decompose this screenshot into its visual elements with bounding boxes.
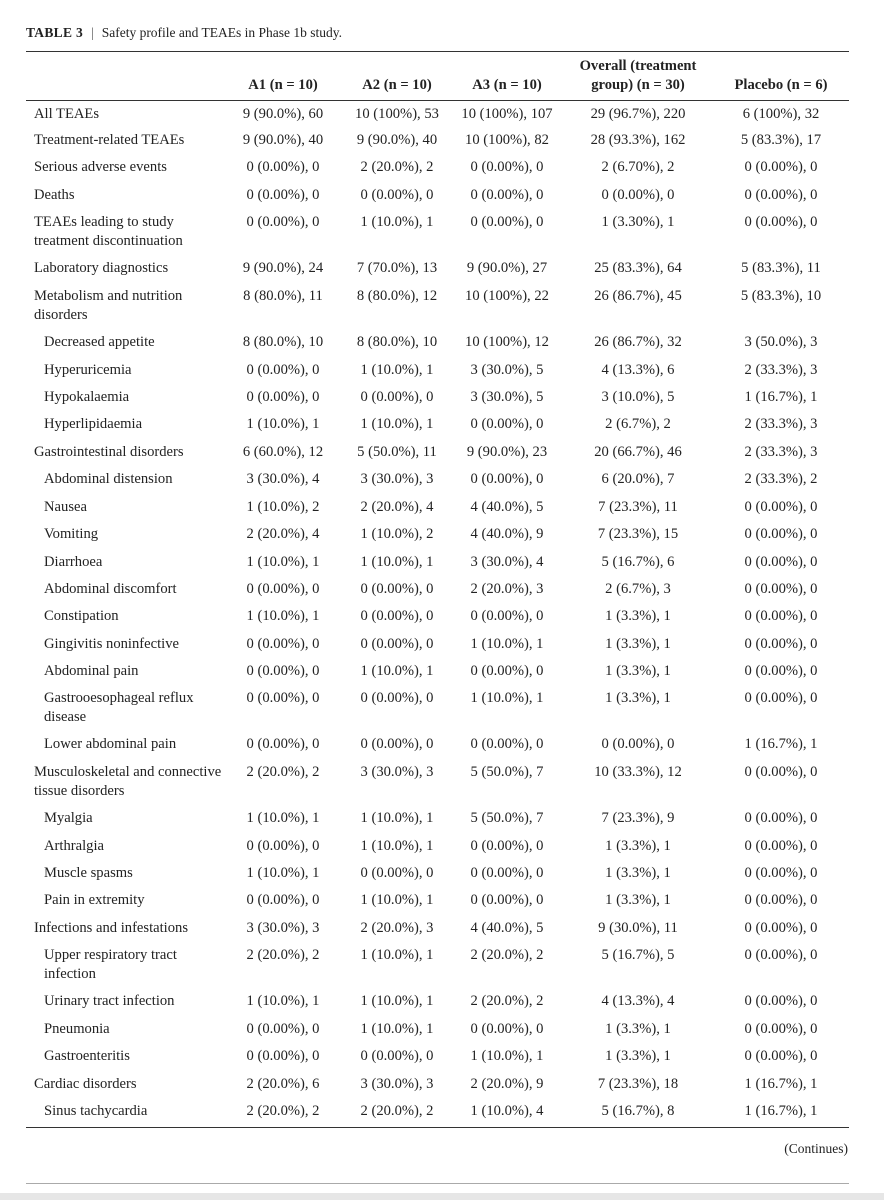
table-cell: 4 (40.0%), 5 [470, 920, 544, 936]
table-cell: 1 (10.0%), 2 [246, 499, 320, 515]
table-cell: 3 (30.0%), 5 [470, 362, 544, 378]
table-cell: 29 (96.7%), 220 [590, 105, 686, 122]
table-cell: 0 (0.00%), 0 [470, 663, 544, 679]
table-cell: 0 (0.00%), 0 [744, 608, 818, 624]
table-cell: 0 (0.00%), 0 [744, 636, 818, 652]
table-cell: 4 (40.0%), 9 [470, 526, 544, 542]
table-cell: 2 (20.0%), 3 [470, 581, 544, 597]
table-cell: 0 (0.00%), 0 [744, 1048, 818, 1064]
table-row [26, 100, 849, 127]
table-cell: 0 (0.00%), 0 [360, 608, 434, 624]
row-label: Gastroenteritis [44, 1048, 130, 1064]
table-cell: 1 (10.0%), 1 [360, 663, 434, 679]
table-cell: 0 (0.00%), 0 [246, 187, 320, 203]
top-rule [26, 51, 849, 52]
table-row [26, 466, 849, 494]
table-cell: 2 (20.0%), 6 [246, 1076, 320, 1092]
table-cell: 1 (16.7%), 1 [744, 1076, 818, 1092]
table-cell: 0 (0.00%), 0 [470, 471, 544, 487]
table-cell: 1 (10.0%), 1 [470, 690, 544, 706]
table-cell: 8 (80.0%), 12 [356, 288, 438, 304]
table-cell: 0 (0.00%), 0 [744, 526, 818, 542]
table-cell: 9 (90.0%), 24 [242, 260, 324, 276]
table-cell: 20 (66.7%), 46 [594, 444, 682, 460]
table-cell: 5 (83.3%), 17 [740, 132, 822, 148]
table-cell: 0 (0.00%), 0 [246, 663, 320, 679]
table-cell: 0 (0.00%), 0 [470, 214, 544, 230]
table-cell: 1 (3.3%), 1 [605, 838, 671, 854]
table-row [26, 1098, 849, 1125]
table-cell: 26 (86.7%), 45 [594, 288, 682, 304]
table-cell: 2 (20.0%), 2 [360, 1103, 434, 1119]
table-cell: 0 (0.00%), 0 [360, 187, 434, 203]
row-label: Hyperlipidaemia [44, 416, 143, 432]
caption-text: Safety profile and TEAEs in Phase 1b study. [101, 25, 343, 40]
table-row [26, 860, 849, 887]
table-row [26, 915, 849, 942]
table-cell: 0 (0.00%), 0 [744, 690, 818, 706]
table-cell: 1 (10.0%), 1 [360, 892, 434, 908]
table-cell: 3 (30.0%), 4 [470, 554, 544, 570]
row-label: Urinary tract infection [44, 993, 175, 1009]
table-cell: 0 (0.00%), 0 [246, 736, 320, 752]
table-cell: 0 (0.00%), 0 [744, 865, 818, 881]
bottom-rule [26, 1127, 849, 1128]
table-cell: 7 (70.0%), 13 [356, 260, 438, 276]
page-footer-rule [26, 1183, 849, 1184]
table-row [26, 759, 849, 805]
table-cell: 9 (90.0%), 40 [356, 132, 438, 148]
row-label: Gastrooesophageal reflux disease [44, 690, 194, 725]
table-cell: 5 (16.7%), 5 [601, 947, 675, 963]
row-label: Infections and infestations [34, 920, 189, 936]
row-label: Hyperuricemia [44, 362, 132, 378]
table-cell: 9 (90.0%), 23 [466, 444, 548, 460]
safety-table [26, 56, 849, 1125]
table-cell: 1 (3.3%), 1 [605, 892, 671, 908]
table-cell: 1 (10.0%), 1 [470, 636, 544, 652]
table-cell: 6 (100%), 32 [742, 105, 820, 122]
table-cell: 2 (33.3%), 3 [744, 444, 818, 460]
row-label: Constipation [44, 608, 119, 624]
row-label: Gastrointestinal disorders [34, 444, 184, 460]
table-cell: 5 (83.3%), 10 [740, 288, 822, 304]
table-cell: 1 (10.0%), 1 [246, 608, 320, 624]
table-cell: 1 (10.0%), 1 [360, 554, 434, 570]
table-cell: 5 (83.3%), 11 [741, 260, 821, 276]
table-cell: 10 (100%), 82 [465, 132, 549, 148]
table-cell: 0 (0.00%), 0 [246, 581, 320, 597]
row-label: Diarrhoea [44, 554, 103, 570]
table-cell: 3 (30.0%), 3 [360, 1076, 434, 1092]
table-cell: 1 (10.0%), 1 [360, 810, 434, 826]
table-cell: 1 (10.0%), 1 [246, 416, 320, 432]
table-cell: 0 (0.00%), 0 [470, 1021, 544, 1037]
table-cell: 3 (50.0%), 3 [744, 334, 818, 350]
row-label: Arthralgia [44, 838, 104, 854]
table-cell: 5 (50.0%), 7 [470, 764, 544, 780]
table-cell: 2 (20.0%), 2 [246, 764, 320, 780]
table-cell: 1 (10.0%), 2 [360, 526, 434, 542]
table-row [26, 1071, 849, 1098]
table-row [26, 731, 849, 759]
table-cell: 0 (0.00%), 0 [246, 159, 320, 175]
table-cell: 0 (0.00%), 0 [601, 187, 675, 203]
table-cell: 1 (16.7%), 1 [744, 1103, 818, 1119]
table-cell: 1 (16.7%), 1 [744, 389, 818, 405]
table-cell: 3 (10.0%), 5 [601, 389, 675, 405]
table-cell: 3 (30.0%), 3 [360, 471, 434, 487]
table-cell: 0 (0.00%), 0 [360, 1048, 434, 1064]
row-label: Hypokalaemia [44, 389, 130, 405]
table-cell: 0 (0.00%), 0 [360, 690, 434, 706]
column-header-overall: Overall (treatment group) (n = 30) [563, 56, 713, 100]
table-cell: 2 (20.0%), 3 [360, 920, 434, 936]
row-label: Musculoskeletal and connective tissue disorders [34, 764, 222, 799]
table-cell: 7 (23.3%), 15 [597, 526, 679, 542]
row-label: Metabolism and nutrition disorders [34, 288, 183, 323]
table-cell: 2 (20.0%), 2 [470, 947, 544, 963]
column-header-a2: A2 (n = 10) [343, 56, 451, 100]
table-cell: 0 (0.00%), 0 [246, 636, 320, 652]
table-cell: 0 (0.00%), 0 [470, 608, 544, 624]
table-cell: 0 (0.00%), 0 [744, 1021, 818, 1037]
table-cell: 0 (0.00%), 0 [360, 736, 434, 752]
table-cell: 1 (10.0%), 1 [246, 993, 320, 1009]
row-label: Gingivitis noninfective [44, 636, 179, 652]
table-cell: 0 (0.00%), 0 [246, 214, 320, 230]
table-cell: 28 (93.3%), 162 [590, 132, 686, 148]
table-cell: 10 (100%), 53 [355, 105, 439, 122]
table-cell: 0 (0.00%), 0 [601, 736, 675, 752]
table-row [26, 1016, 849, 1043]
table-cell: 0 (0.00%), 0 [744, 214, 818, 230]
table-cell: 0 (0.00%), 0 [744, 920, 818, 936]
table-cell: 0 (0.00%), 0 [470, 187, 544, 203]
row-label: Deaths [34, 187, 75, 203]
table-cell: 0 (0.00%), 0 [246, 389, 320, 405]
table-cell: 1 (10.0%), 1 [360, 947, 434, 963]
table-label: TABLE 3 [26, 25, 83, 40]
table-row [26, 521, 849, 549]
column-header-placebo: Placebo (n = 6) [713, 56, 849, 100]
table-caption [26, 25, 342, 41]
table-cell: 2 (33.3%), 3 [744, 362, 818, 378]
table-cell: 1 (16.7%), 1 [744, 736, 818, 752]
row-label: Pneumonia [44, 1021, 110, 1037]
table-cell: 0 (0.00%), 0 [744, 581, 818, 597]
table-cell: 1 (3.3%), 1 [605, 1021, 671, 1037]
table-row [26, 154, 849, 182]
table-row [26, 658, 849, 685]
table-cell: 4 (13.3%), 6 [601, 362, 675, 378]
table-row [26, 209, 849, 255]
table-cell: 1 (10.0%), 1 [246, 865, 320, 881]
continues-note: (Continues) [784, 1141, 848, 1156]
table-row [26, 685, 849, 731]
row-label: Decreased appetite [44, 334, 155, 350]
table-row [26, 411, 849, 439]
table-cell: 0 (0.00%), 0 [246, 892, 320, 908]
table-cell: 4 (40.0%), 5 [470, 499, 544, 515]
table-cell: 0 (0.00%), 0 [744, 947, 818, 963]
table-cell: 1 (10.0%), 1 [360, 838, 434, 854]
table-cell: 0 (0.00%), 0 [744, 159, 818, 175]
table-cell: 0 (0.00%), 0 [470, 736, 544, 752]
table-cell: 1 (10.0%), 1 [360, 362, 434, 378]
table-cell: 0 (0.00%), 0 [470, 416, 544, 432]
table-cell: 0 (0.00%), 0 [744, 663, 818, 679]
table-row [26, 805, 849, 833]
column-header-a1: A1 (n = 10) [223, 56, 343, 100]
table-cell: 0 (0.00%), 0 [360, 636, 434, 652]
table-body [26, 100, 849, 1125]
table-cell: 0 (0.00%), 0 [360, 581, 434, 597]
table-cell: 0 (0.00%), 0 [246, 1021, 320, 1037]
table-cell: 2 (20.0%), 2 [246, 947, 320, 963]
table-cell: 1 (10.0%), 1 [360, 416, 434, 432]
table-cell: 0 (0.00%), 0 [470, 838, 544, 854]
row-label: TEAEs leading to study treatment discontinuation [34, 214, 183, 249]
table-cell: 2 (20.0%), 4 [360, 499, 434, 515]
caption-separator: | [91, 25, 94, 40]
table-row [26, 631, 849, 658]
table-cell: 0 (0.00%), 0 [744, 838, 818, 854]
table-row [26, 942, 849, 988]
table-cell: 0 (0.00%), 0 [360, 389, 434, 405]
row-label: Abdominal distension [44, 471, 173, 487]
row-label: Treatment-related TEAEs [34, 132, 185, 148]
table-cell: 1 (10.0%), 1 [360, 214, 434, 230]
table-row [26, 603, 849, 631]
table-row [26, 357, 849, 384]
row-label: Abdominal pain [44, 663, 139, 679]
table-cell: 1 (3.3%), 1 [605, 663, 671, 679]
table-cell: 10 (100%), 107 [461, 105, 553, 122]
row-label: Sinus tachycardia [44, 1103, 148, 1119]
column-header-label [26, 56, 223, 100]
table-cell: 6 (20.0%), 7 [601, 471, 675, 487]
table-row [26, 988, 849, 1016]
table-cell: 2 (20.0%), 2 [246, 1103, 320, 1119]
table-cell: 0 (0.00%), 0 [360, 865, 434, 881]
table-cell: 0 (0.00%), 0 [246, 1048, 320, 1064]
table-row [26, 549, 849, 576]
table-row [26, 255, 849, 283]
row-label: Lower abdominal pain [44, 736, 177, 752]
table-cell: 25 (83.3%), 64 [594, 260, 682, 276]
table-cell: 7 (23.3%), 18 [597, 1076, 679, 1092]
row-label: Nausea [44, 499, 87, 515]
table-cell: 9 (90.0%), 60 [242, 105, 324, 122]
table-cell: 1 (10.0%), 1 [246, 810, 320, 826]
table-cell: 5 (16.7%), 8 [601, 1103, 675, 1119]
table-row [26, 283, 849, 329]
row-label: Serious adverse events [34, 159, 167, 175]
column-header-a3: A3 (n = 10) [451, 56, 563, 100]
table-cell: 3 (30.0%), 4 [246, 471, 320, 487]
row-label: All TEAEs [34, 105, 99, 122]
row-label: Laboratory diagnostics [34, 260, 169, 276]
table-cell: 1 (10.0%), 1 [246, 554, 320, 570]
table-row [26, 439, 849, 466]
table-cell: 3 (30.0%), 3 [246, 920, 320, 936]
table-cell: 9 (90.0%), 27 [466, 260, 548, 276]
table-cell: 0 (0.00%), 0 [470, 865, 544, 881]
table-cell: 6 (60.0%), 12 [242, 444, 324, 460]
table-cell: 1 (3.30%), 1 [601, 214, 675, 230]
table-cell: 2 (33.3%), 2 [744, 471, 818, 487]
table-cell: 0 (0.00%), 0 [744, 993, 818, 1009]
table-cell: 0 (0.00%), 0 [744, 810, 818, 826]
table-row [26, 1043, 849, 1071]
table-cell: 8 (80.0%), 11 [243, 288, 323, 304]
table-cell: 2 (20.0%), 9 [470, 1076, 544, 1092]
table-cell: 0 (0.00%), 0 [744, 499, 818, 515]
table-cell: 0 (0.00%), 0 [744, 187, 818, 203]
table-cell: 5 (50.0%), 11 [357, 444, 437, 460]
table-cell: 4 (13.3%), 4 [601, 993, 675, 1009]
table-cell: 3 (30.0%), 3 [360, 764, 434, 780]
row-label: Myalgia [44, 810, 93, 826]
table-row [26, 329, 849, 357]
table-cell: 1 (10.0%), 1 [470, 1048, 544, 1064]
row-label: Abdominal discomfort [44, 581, 177, 597]
table-cell: 10 (100%), 22 [465, 288, 549, 304]
table-cell: 8 (80.0%), 10 [356, 334, 438, 350]
table-cell: 2 (6.7%), 3 [605, 581, 671, 597]
table-cell: 2 (20.0%), 2 [360, 159, 434, 175]
table-cell: 7 (23.3%), 11 [598, 499, 678, 515]
table-cell: 7 (23.3%), 9 [601, 810, 675, 826]
table-cell: 1 (10.0%), 1 [360, 993, 434, 1009]
table-cell: 1 (3.3%), 1 [605, 865, 671, 881]
table-cell: 1 (10.0%), 4 [470, 1103, 544, 1119]
table-cell: 2 (6.70%), 2 [601, 159, 675, 175]
table-cell: 5 (50.0%), 7 [470, 810, 544, 826]
row-label: Pain in extremity [44, 892, 145, 908]
table-cell: 1 (3.3%), 1 [605, 608, 671, 624]
table-cell: 1 (3.3%), 1 [605, 636, 671, 652]
table-row [26, 576, 849, 603]
row-label: Vomiting [44, 526, 99, 542]
table-cell: 0 (0.00%), 0 [744, 892, 818, 908]
table-row [26, 833, 849, 860]
table-row [26, 384, 849, 411]
table-cell: 9 (90.0%), 40 [242, 132, 324, 148]
table-row [26, 182, 849, 209]
table-cell: 0 (0.00%), 0 [470, 159, 544, 175]
table-cell: 2 (33.3%), 3 [744, 416, 818, 432]
table-cell: 0 (0.00%), 0 [246, 362, 320, 378]
table-cell: 10 (100%), 12 [465, 334, 549, 350]
table-cell: 0 (0.00%), 0 [246, 690, 320, 706]
table-cell: 8 (80.0%), 10 [242, 334, 324, 350]
table-cell: 0 (0.00%), 0 [470, 892, 544, 908]
table-cell: 2 (6.7%), 2 [605, 416, 671, 432]
row-label: Muscle spasms [44, 865, 133, 881]
table-row [26, 127, 849, 154]
table-cell: 0 (0.00%), 0 [744, 764, 818, 780]
table-cell: 26 (86.7%), 32 [594, 334, 682, 350]
table-cell: 9 (30.0%), 11 [598, 920, 678, 936]
table-cell: 0 (0.00%), 0 [744, 554, 818, 570]
table-cell: 1 (3.3%), 1 [605, 690, 671, 706]
table-cell: 5 (16.7%), 6 [601, 554, 675, 570]
table-header-row [26, 56, 849, 100]
table-cell: 10 (33.3%), 12 [594, 764, 682, 780]
table-cell: 1 (3.3%), 1 [605, 1048, 671, 1064]
viewer-bottom-bar [0, 1193, 884, 1200]
table-cell: 2 (20.0%), 4 [246, 526, 320, 542]
table-cell: 2 (20.0%), 2 [470, 993, 544, 1009]
table-row [26, 887, 849, 915]
row-label: Upper respiratory tract infection [44, 947, 177, 982]
table-cell: 0 (0.00%), 0 [246, 838, 320, 854]
table-cell: 3 (30.0%), 5 [470, 389, 544, 405]
table-cell: 1 (10.0%), 1 [360, 1021, 434, 1037]
table-row [26, 494, 849, 521]
row-label: Cardiac disorders [34, 1076, 137, 1092]
